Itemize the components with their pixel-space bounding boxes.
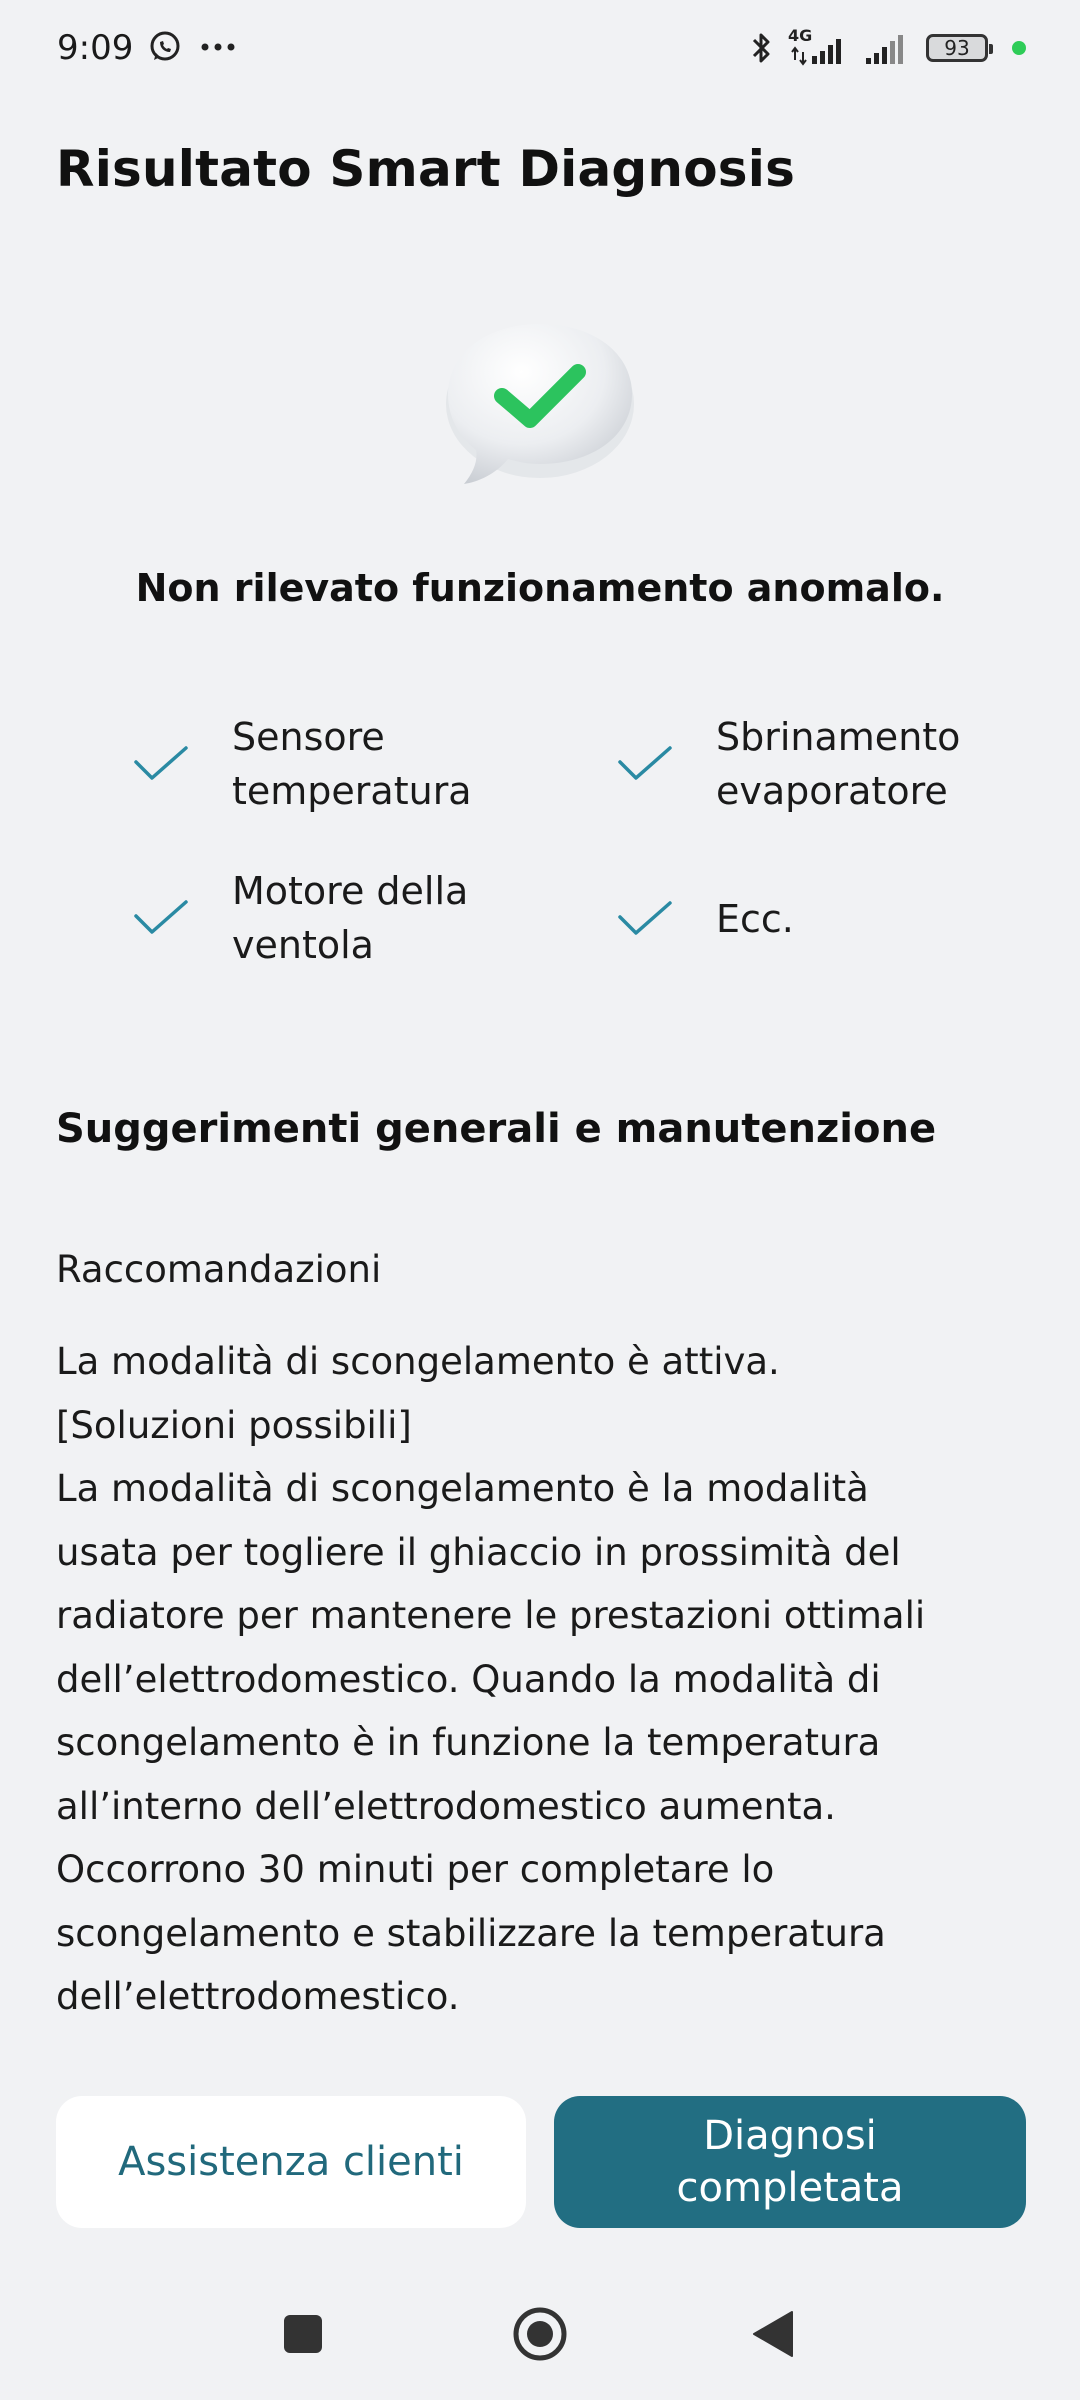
customer-support-label: Assistenza clienti <box>118 2139 464 2185</box>
battery-icon <box>926 34 988 62</box>
network-label: 4G <box>788 26 813 45</box>
more-dots-icon <box>200 42 236 52</box>
recommendations-body <box>56 1330 1036 2029</box>
rec-line: usata per togliere il ghiaccio in prossimità del <box>56 1530 901 1574</box>
checkmark-icon <box>616 744 676 784</box>
status-bar <box>0 0 1080 104</box>
back-triangle-icon[interactable] <box>752 2310 794 2358</box>
check-item-etc <box>616 892 794 946</box>
page-title: Risultato Smart Diagnosis <box>56 140 796 198</box>
rec-line: all’interno dell’elettrodomestico aumenta. <box>56 1784 836 1828</box>
rec-line: La modalità di scongelamento è la modalità <box>56 1467 869 1510</box>
rec-line: scongelamento e stabilizzare la temperatura <box>56 1911 886 1955</box>
privacy-indicator-dot <box>1012 41 1026 55</box>
navigation-bar <box>0 2280 1080 2390</box>
battery-level: 93 <box>944 36 970 60</box>
home-circle-icon[interactable] <box>512 2306 568 2362</box>
rec-line: radiatore per mantenere le prestazioni ottimali <box>56 1594 926 1637</box>
checkmark-icon <box>132 744 192 784</box>
rec-line: [Soluzioni possibili] <box>56 1403 412 1447</box>
diagnosis-complete-button[interactable] <box>554 2096 1026 2228</box>
check-label: Ecc. <box>716 897 794 941</box>
rec-line: La modalità di scongelamento è attiva. <box>56 1340 780 1383</box>
recents-square-icon[interactable] <box>283 2314 323 2354</box>
rec-line: scongelamento è in funzione la temperatura <box>56 1721 881 1764</box>
check-item-fan-motor <box>132 864 468 972</box>
check-label: Motore della ventola <box>232 869 469 967</box>
check-item-evaporator-defrost <box>616 710 960 818</box>
whatsapp-icon <box>148 30 182 64</box>
diagnosis-complete-label: Diagnosi completata <box>676 2113 904 2211</box>
rec-line: Occorrono 30 minuti per completare lo <box>56 1848 775 1891</box>
rec-line: dell’elettrodomestico. <box>56 1975 460 2018</box>
speech-bubble-check-icon <box>442 314 638 490</box>
bluetooth-icon <box>750 30 774 66</box>
checkmark-icon <box>132 898 192 938</box>
check-label: Sbrinamento evaporatore <box>716 715 961 813</box>
status-time: 9:09 <box>57 28 134 68</box>
check-item-temperature-sensor <box>132 710 472 818</box>
recommendations-title: Raccomandazioni <box>56 1248 382 1291</box>
rec-line: dell’elettrodomestico. Quando la modalità di <box>56 1657 881 1701</box>
check-label: Sensore temperatura <box>232 715 472 813</box>
customer-support-button[interactable] <box>56 2096 526 2228</box>
section-title: Suggerimenti generali e manutenzione <box>56 1106 937 1152</box>
signal-4g-icon <box>788 26 848 66</box>
checkmark-icon <box>616 899 676 939</box>
signal-icon <box>862 30 912 66</box>
result-message: Non rilevato funzionamento anomalo. <box>135 566 945 610</box>
